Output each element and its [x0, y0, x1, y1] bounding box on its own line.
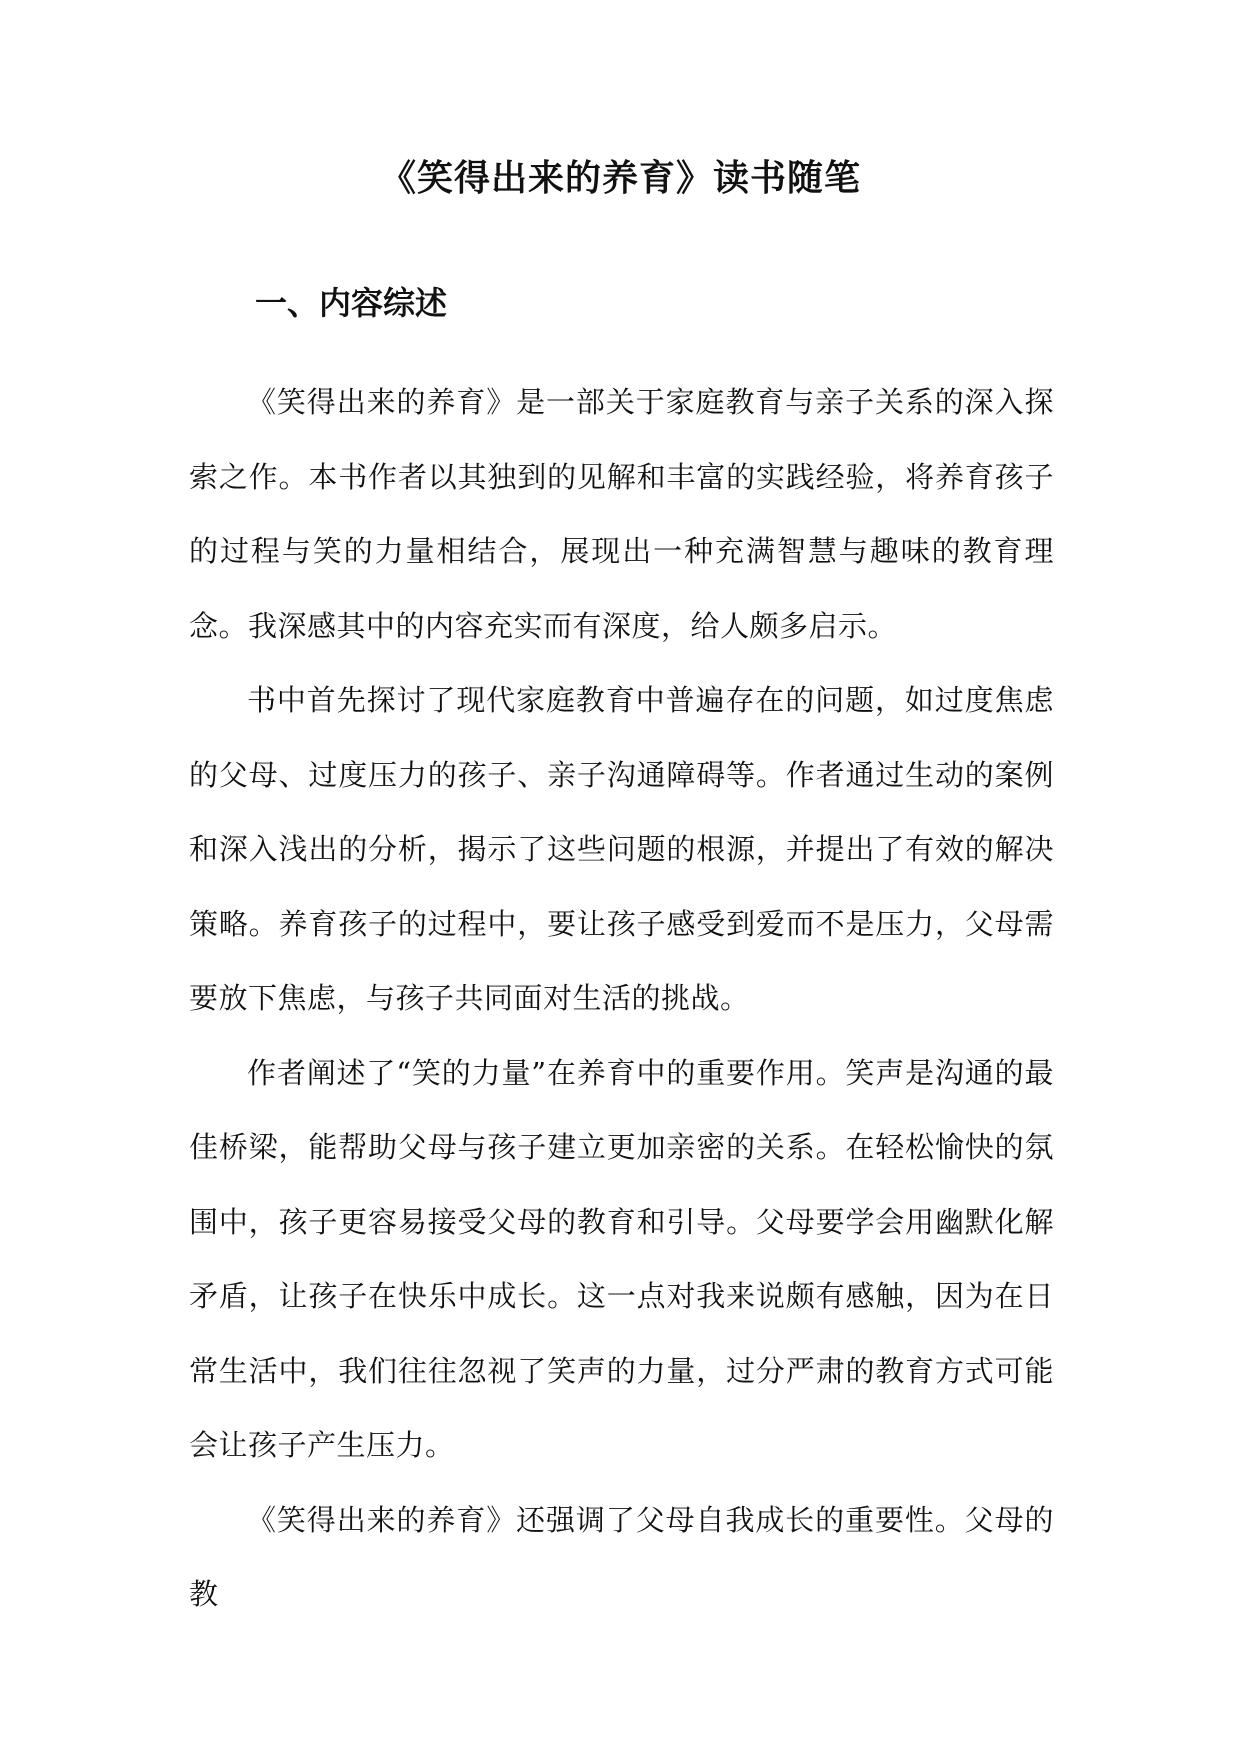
paragraph: 《笑得出来的养育》是一部关于家庭教育与亲子关系的深入探索之作。本书作者以其独到的见解和丰富的实践经验，将养育孩子的过程与笑的力量相结合，展现出一种充满智慧与趣味的教育理念。我深感其中的内容充实而有深度，给人颇多启示。 — [189, 385, 1054, 643]
section-heading: 一、内容综述 — [255, 284, 448, 322]
paragraph: 书中首先探讨了现代家庭教育中普遍存在的问题，如过度焦虑的父母、过度压力的孩子、亲子沟通障碍等。作者通过生动的案例和深入浅出的分析，揭示了这些问题的根源，并提出了有效的解决策略。养育孩子的过程中，要让孩子感受到爱而不是压力，父母需要放下焦虑，与孩子共同面对生活的挑战。 — [189, 683, 1054, 1015]
paragraph: 作者阐述了“笑的力量”在养育中的重要作用。笑声是沟通的最佳桥梁，能帮助父母与孩子建立更加亲密的关系。在轻松愉快的氛围中，孩子更容易接受父母的教育和引导。父母要学会用幽默化解矛盾，让孩子在快乐中成长。这一点对我来说颇有感触，因为在日常生活中，我们往往忽视了笑声的力量，过分严肃的教育方式可能会让孩子产生压力。 — [189, 1055, 1054, 1462]
document-title: 《笑得出来的养育》读书随笔 — [379, 157, 861, 199]
paragraph: 《笑得出来的养育》还强调了父母自我成长的重要性。父母的教 — [189, 1502, 1054, 1611]
body-text — [189, 365, 1054, 1632]
